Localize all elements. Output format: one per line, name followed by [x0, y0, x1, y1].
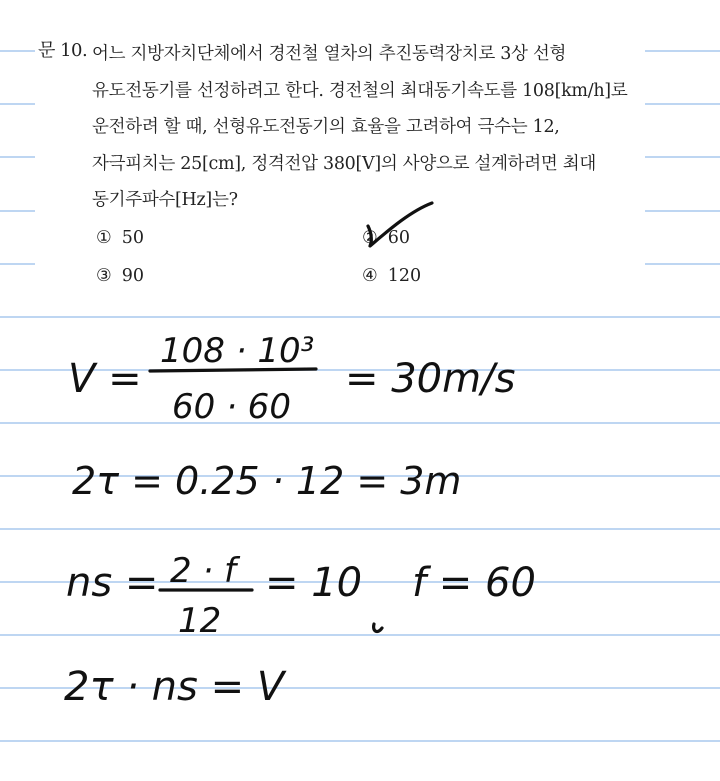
choice-mark: ③ [96, 266, 112, 286]
eq1-lhs: V = [68, 356, 142, 402]
eq4: 2τ · ns = V [64, 664, 285, 710]
choice-mark: ① [96, 228, 112, 248]
choice-value: 120 [387, 266, 422, 286]
question-line: 운전하려 할 때, 선형유도전동기의 효율을 고려하여 극수는 12, [92, 117, 560, 137]
choice-value: 90 [121, 266, 144, 286]
question-line: 자극피치는 25[cm], 정격전압 380[V]의 사양으로 설계하려면 최대 [92, 153, 596, 174]
checkmark-icon [368, 203, 432, 246]
question-line: 유도전동기를 선정하려고 한다. 경전철의 최대동기속도를 108[km/h]로 [92, 80, 628, 101]
choice-value: 60 [387, 228, 410, 248]
eq3-denominator: 12 [178, 601, 222, 641]
question-line: 동기주파수[Hz]는? [92, 190, 238, 210]
stray-mark [374, 624, 382, 631]
question-line: 어느 지방자치단체에서 경전철 열차의 추진동력장치로 3상 선형 [92, 44, 567, 64]
question-number: 문 10. [38, 40, 88, 61]
choice-value: 50 [121, 228, 144, 248]
eq1-rhs: = 30m/s [345, 356, 516, 402]
choice-mark: ② [362, 228, 378, 248]
eq1-denominator: 60 · 60 [172, 387, 291, 427]
eq1-numerator: 108 · 10³ [160, 331, 315, 371]
eq3-numerator: 2 · f [170, 551, 237, 591]
eq2: 2τ = 0.25 · 12 = 3m [72, 459, 462, 503]
eq1-fraction-bar [150, 369, 316, 371]
eq3-result: f = 60 [412, 560, 536, 606]
choice-mark: ④ [362, 266, 378, 286]
eq3-rhs: = 10 [265, 560, 363, 606]
eq3-lhs: ns = [66, 560, 159, 606]
